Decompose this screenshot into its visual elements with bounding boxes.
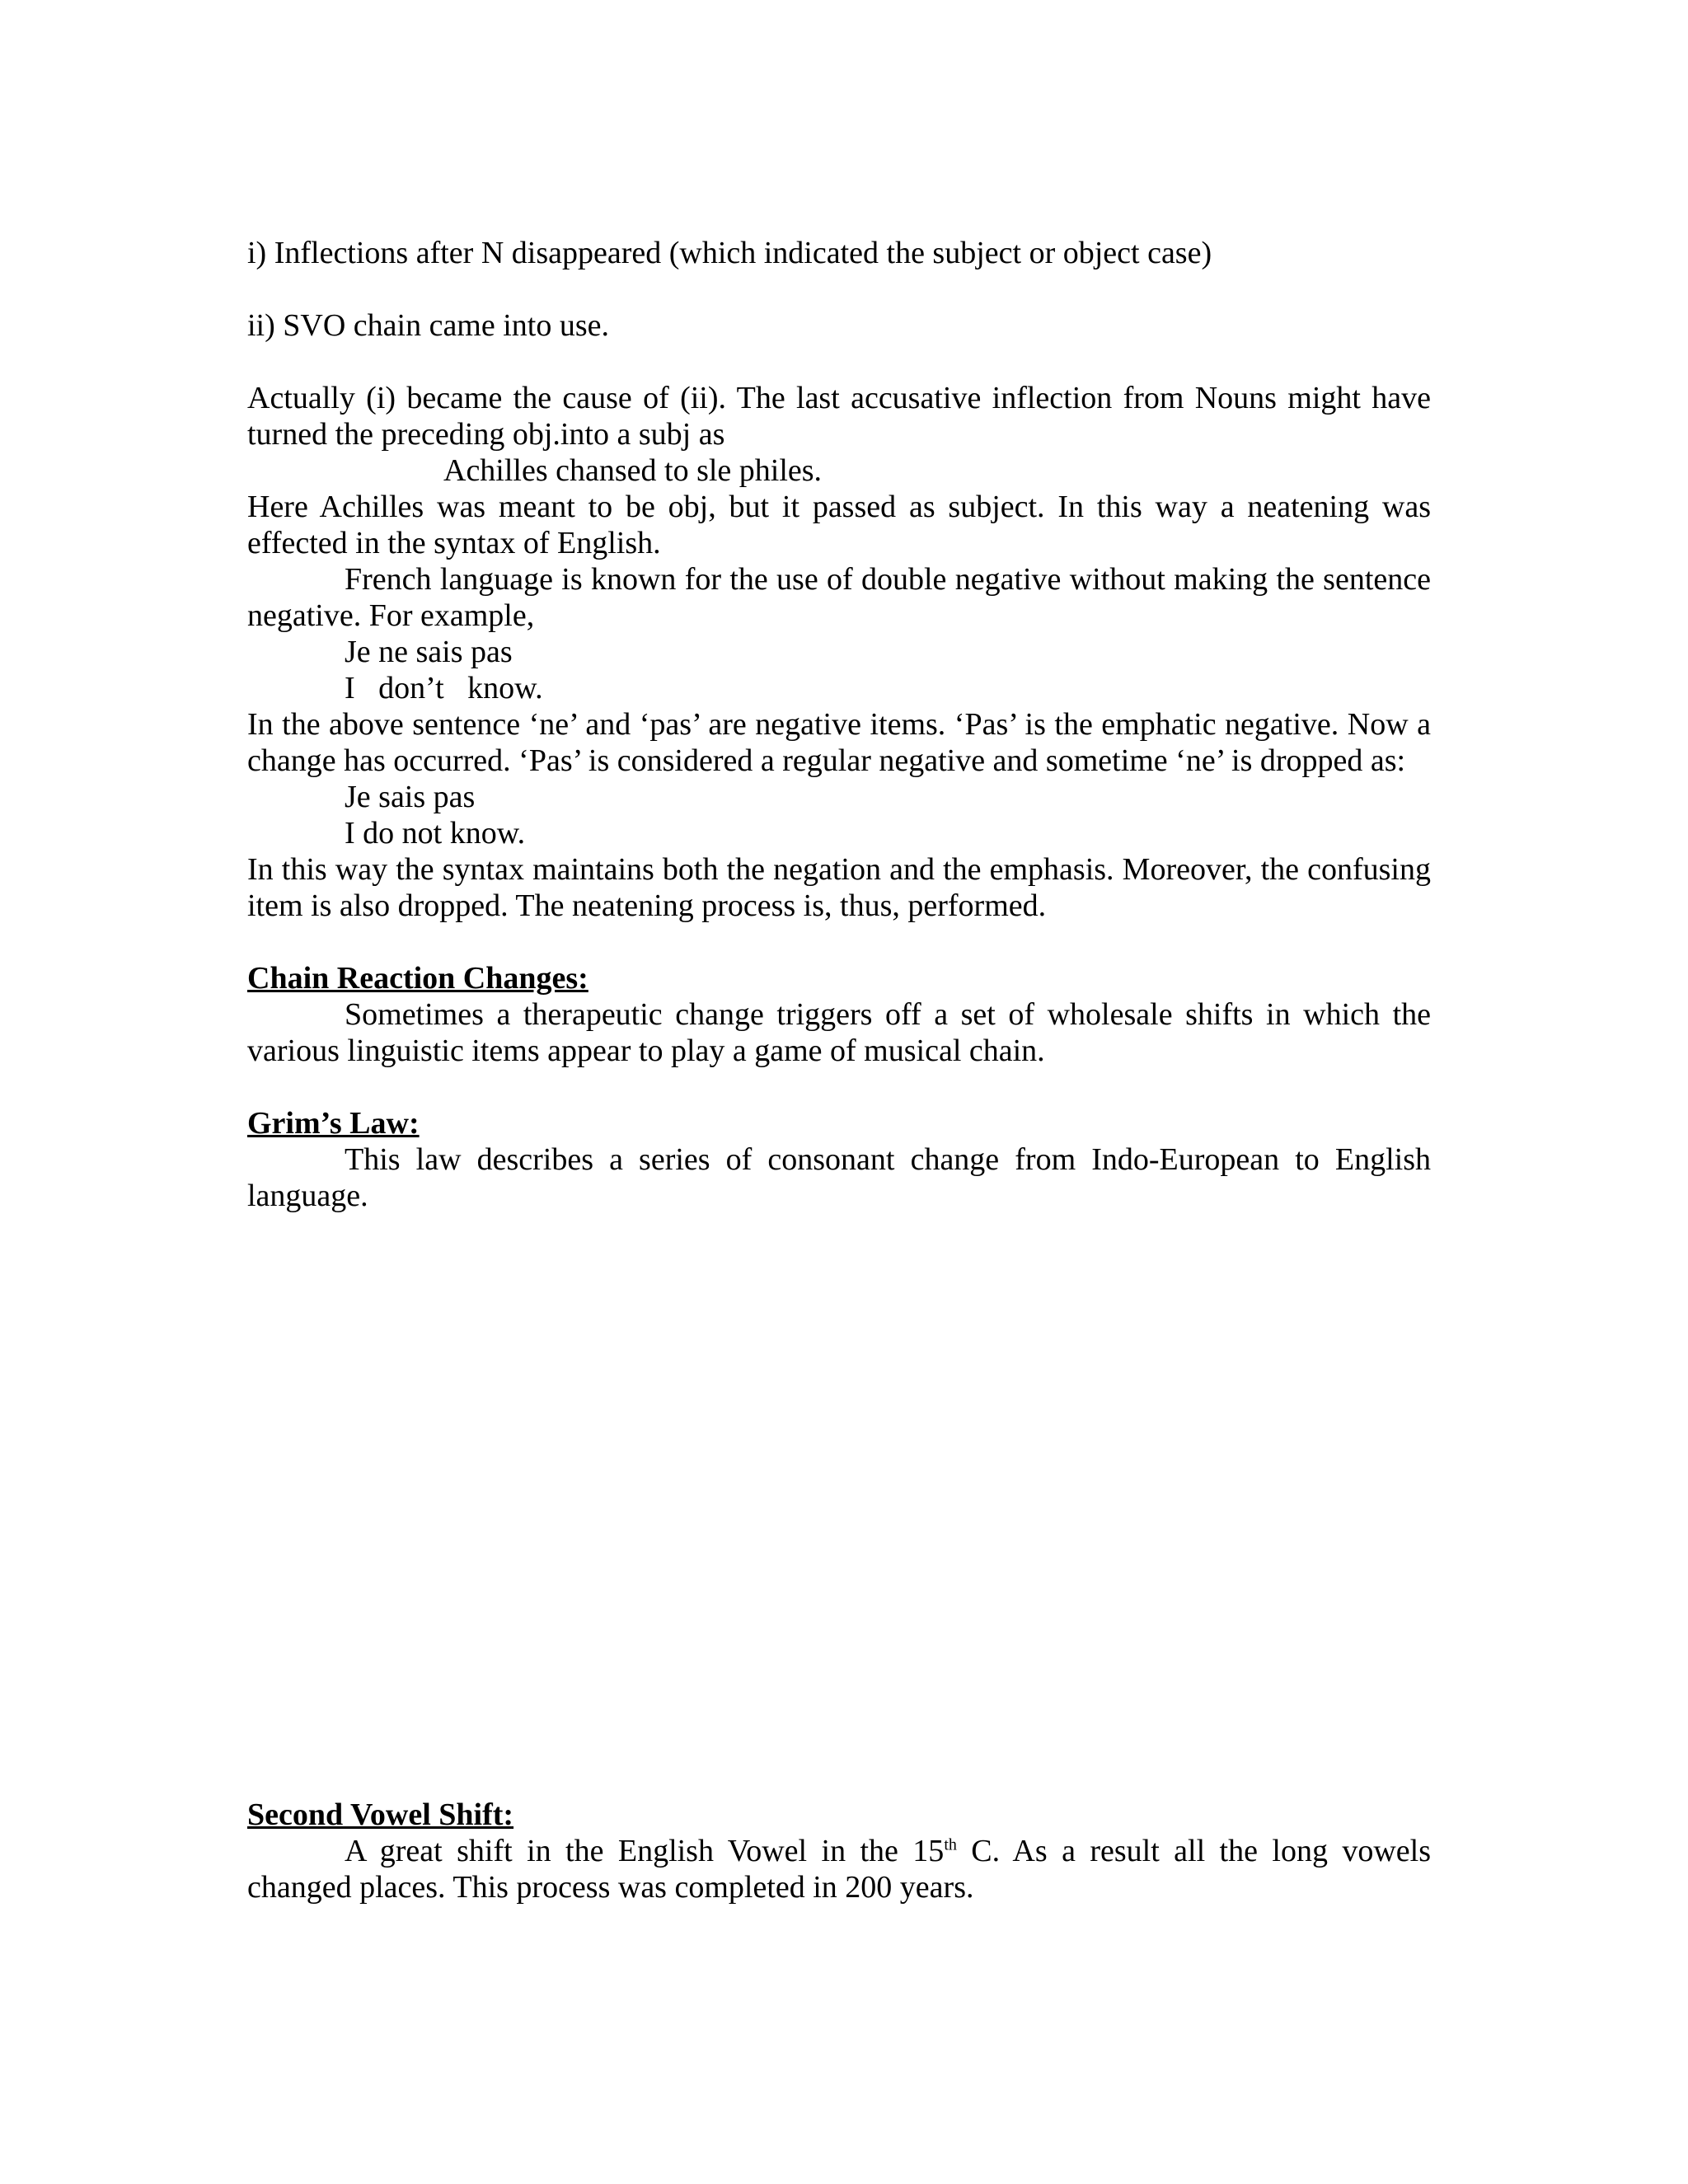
main-text-block <box>247 235 1431 1214</box>
spacer <box>247 271 1431 307</box>
heading-grims-law: Grim’s Law: <box>247 1106 420 1141</box>
paragraph-second-vowel-shift <box>247 1833 1431 1905</box>
paragraph-french: French language is known for the use of double negative without making the sentence negative. For example, <box>247 562 1431 633</box>
ordinal-suffix: th <box>944 1835 957 1854</box>
spacer <box>247 924 1431 960</box>
paragraph-grims-law: This law describes a series of consonant change from Indo-European to English language. <box>247 1142 1431 1213</box>
point-two: ii) SVO chain came into use. <box>247 308 610 343</box>
vowel-shift-text-end: C. As a result all the long vowels changed places. This process was completed in 200 years. <box>247 1834 1432 1905</box>
paragraph-here-achilles: Here Achilles was meant to be obj, but it passed as subject. In this way a neatening was effected in the syntax of English. <box>247 490 1431 560</box>
example-achilles: Achilles chansed to sle philes. <box>443 453 823 488</box>
example-i-do-not-know: I do not know. <box>345 816 526 851</box>
point-one: i) Inflections after N disappeared (which indicated the subject or object case) <box>247 236 1212 270</box>
example-je-ne-sais-pas: Je ne sais pas <box>345 635 513 669</box>
paragraph-chain-reaction: Sometimes a therapeutic change triggers off a set of wholesale shifts in which the various linguistic items appear to play a game of musical chain. <box>247 997 1431 1068</box>
spacer <box>247 344 1431 380</box>
example-i-dont-know: I don’t know. <box>345 671 543 705</box>
heading-second-vowel-shift: Second Vowel Shift: <box>247 1797 514 1832</box>
example-je-sais-pas: Je sais pas <box>345 780 476 814</box>
second-vowel-shift-block <box>247 1797 1431 1905</box>
spacer <box>247 1069 1431 1105</box>
paragraph-above-sentence: In the above sentence ‘ne’ and ‘pas’ are negative items. ‘Pas’ is the emphatic negative. Now a change has occurred. ‘Pas’ is considered a regular negative and sometime ‘ne’ is dropped as: <box>247 707 1431 778</box>
heading-chain-reaction: Chain Reaction Changes: <box>247 961 588 996</box>
vowel-shift-text-start: A great shift in the English Vowel in the 15 <box>345 1834 945 1868</box>
paragraph-actually: Actually (i) became the cause of (ii). The last accusative inflection from Nouns might have turned the preceding obj.into a subj as <box>247 381 1431 452</box>
paragraph-in-this-way: In this way the syntax maintains both the negation and the emphasis. Moreover, the confusing item is also dropped. The neatening process is, thus, performed. <box>247 852 1431 923</box>
